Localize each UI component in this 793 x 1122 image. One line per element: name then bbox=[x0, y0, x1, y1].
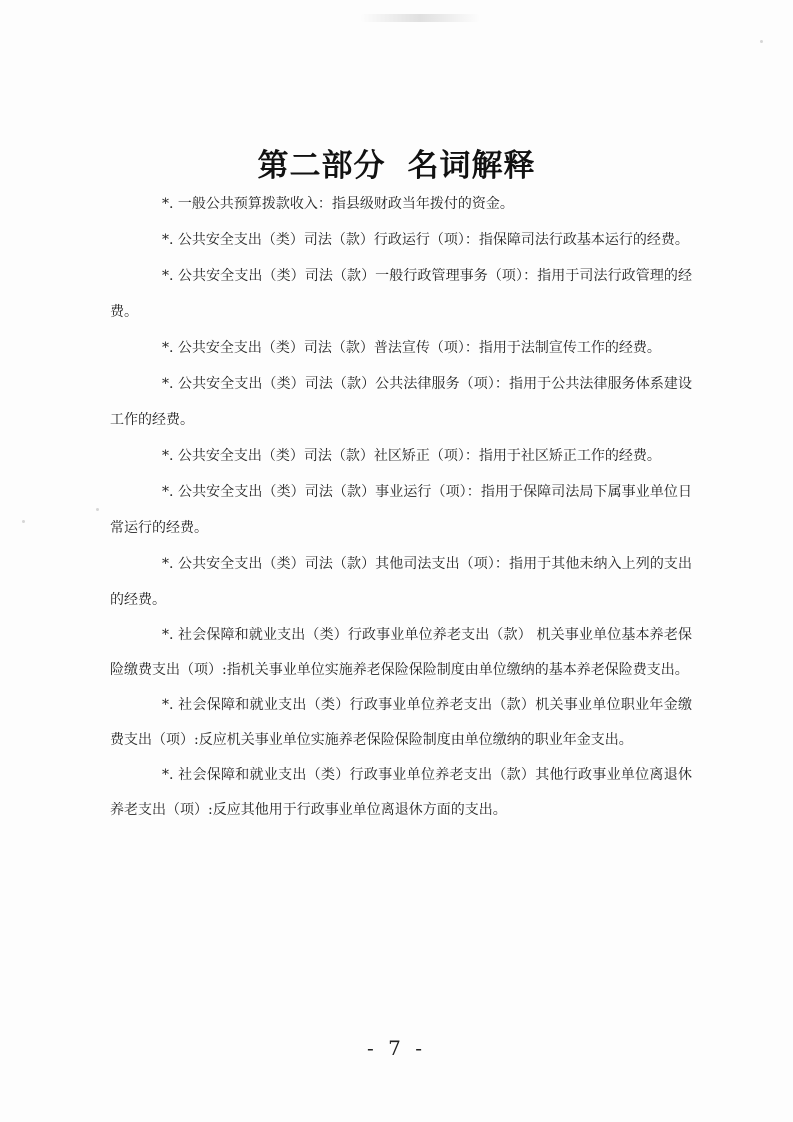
page-title bbox=[0, 140, 793, 185]
scan-speck bbox=[96, 508, 99, 511]
scan-artifact bbox=[360, 14, 480, 22]
title-name: 名词解释 bbox=[407, 148, 536, 184]
glossary-entry: *. 公共安全支出（类）司法（款）行政运行（项）：指保障司法行政基本运行的经费。 bbox=[162, 232, 689, 248]
glossary-entry: *. 社会保障和就业支出（类）行政事业单位养老支出（款）机关事业单位职业年金缴费支出（项）:反应机关事业单位实施养老保险保险制度由单位缴纳的职业年金支出。 bbox=[110, 697, 692, 748]
glossary-body bbox=[110, 186, 692, 828]
glossary-entry: *. 公共安全支出（类）司法（款）普法宣传（项）：指用于法制宣传工作的经费。 bbox=[162, 340, 661, 356]
glossary-entry: *. 社会保障和就业支出（类）行政事业单位养老支出（款） 机关事业单位基本养老保险缴费支出（项）:指机关事业单位实施养老保险保险制度由单位缴纳的基本养老保险费支出。 bbox=[110, 627, 692, 678]
title-part: 第二部分 bbox=[257, 148, 386, 184]
scan-speck bbox=[22, 520, 25, 523]
glossary-entry: *. 公共安全支出（类）司法（款）其他司法支出（项）：指用于其他未纳入上列的支出的经费。 bbox=[110, 556, 692, 608]
page-number: - 7 - bbox=[367, 1036, 426, 1060]
glossary-entry: *. 公共安全支出（类）司法（款）社区矫正（项）：指用于社区矫正工作的经费。 bbox=[162, 448, 661, 464]
glossary-entry: *. 公共安全支出（类）司法（款）一般行政管理事务（项）：指用于司法行政管理的经费。 bbox=[110, 268, 692, 320]
glossary-entry: *. 公共安全支出（类）司法（款）事业运行（项）：指用于保障司法局下属事业单位日常运行的经费。 bbox=[110, 484, 692, 536]
glossary-entry: *. 社会保障和就业支出（类）行政事业单位养老支出（款）其他行政事业单位离退休养老支出（项）:反应其他用于行政事业单位离退休方面的支出。 bbox=[110, 767, 692, 818]
glossary-entry: *. 公共安全支出（类）司法（款）公共法律服务（项）：指用于公共法律服务体系建设工作的经费。 bbox=[110, 376, 692, 428]
glossary-entry: *. 一般公共预算拨款收入：指县级财政当年拨付的资金。 bbox=[162, 196, 514, 212]
scan-speck bbox=[760, 40, 763, 43]
